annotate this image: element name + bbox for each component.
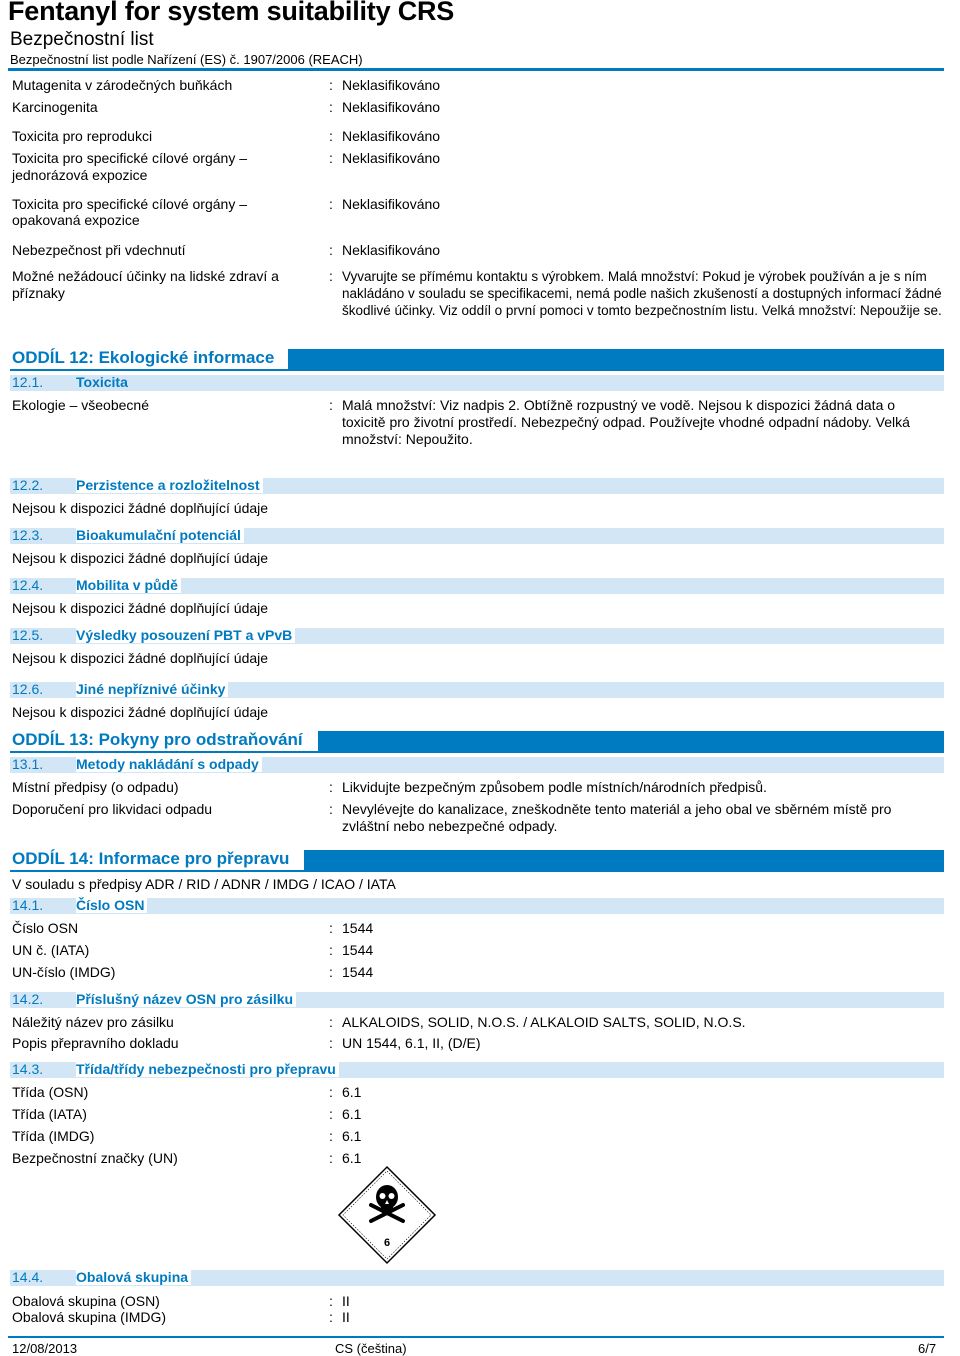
colon: : <box>329 1084 333 1100</box>
pictogram-class-number: 6 <box>383 1237 391 1249</box>
regulation-note: Bezpečnostní list podle Nařízení (ES) č. 1907/2006 (REACH) <box>10 52 363 67</box>
subsection-14-4 <box>10 1270 944 1286</box>
subsection-title: Bioakumulační potenciál <box>76 527 244 543</box>
subsection-title: Perzistence a rozložitelnost <box>76 477 263 493</box>
obalova-skupina-imdg-label: Obalová skupina (IMDG) <box>12 1309 167 1325</box>
nazev-zasilky-label: Náležitý název pro zásilku <box>12 1014 174 1030</box>
section-12-header <box>10 349 944 371</box>
un-iata-value: 1544 <box>342 942 374 958</box>
popis-dokladu-value: UN 1544, 6.1, II, (D/E) <box>342 1035 481 1051</box>
section-13-title: ODDÍL 13: Pokyny pro odstraňování <box>12 730 303 749</box>
cislo-osn-label: Číslo OSN <box>12 920 79 936</box>
karcinogenita-value: Neklasifikováno <box>342 99 441 115</box>
mistni-predpisy-value: Likvidujte bezpečným způsobem podle místních/národních předpisů. <box>342 779 767 795</box>
no-data-text: Nejsou k dispozici žádné doplňující údaje <box>12 650 269 666</box>
subsection-title: Obalová skupina <box>76 1269 191 1285</box>
reprodukce-label: Toxicita pro reprodukci <box>12 128 153 144</box>
section-14-header <box>10 850 944 872</box>
ucinky-value: Vyvarujte se přímému kontaktu s výrobkem. Malá množství: Pokud je výrobek používán a je s ním nakládáno v souladu se specifikacemi, nemá podle našich zkušeností a dostupných informací žádné škodlivé účinky. Viz oddíl o první pomoci v tomto bezpečnostním listu. Velká množství: Nepoužije se. <box>342 269 942 318</box>
footer-language: CS (čeština) <box>335 1341 407 1356</box>
subsection-title: Příslušný název OSN pro zásilku <box>76 991 296 1007</box>
colon: : <box>329 1128 333 1144</box>
stot-re-value: Neklasifikováno <box>342 196 441 212</box>
trida-osn-label: Třída (OSN) <box>12 1084 89 1100</box>
subsection-12-5 <box>10 628 944 644</box>
subsection-title: Toxicita <box>76 374 128 390</box>
colon: : <box>329 268 333 284</box>
colon: : <box>329 1106 333 1122</box>
reprodukce-value: Neklasifikováno <box>342 128 441 144</box>
subsection-number: 12.4. <box>12 577 44 593</box>
ucinky-label-line1: Možné nežádoucí účinky na lidské zdraví a <box>12 268 279 284</box>
section-12-title: ODDÍL 12: Ekologické informace <box>12 348 275 367</box>
subsection-12-4 <box>10 578 944 594</box>
subsection-title: Výsledky posouzení PBT a vPvB <box>76 627 295 643</box>
subsection-number: 13.1. <box>12 756 44 772</box>
no-data-text: Nejsou k dispozici žádné doplňující údaje <box>12 500 269 516</box>
colon: : <box>329 196 333 212</box>
bezpecnostni-znacky-label: Bezpečnostní značky (UN) <box>12 1150 178 1166</box>
subsection-12-2 <box>10 478 944 494</box>
document-title: Fentanyl for system suitability CRS <box>8 0 455 26</box>
trida-imdg-value: 6.1 <box>342 1128 362 1144</box>
doporuceni-value: Nevylévejte do kanalizace, zneškodněte tento materiál a jeho obal ve sběrném místě pro zvláštní nebo nebezpečné odpady. <box>342 801 892 834</box>
subsection-number: 12.6. <box>12 681 44 697</box>
subsection-title: Číslo OSN <box>76 897 147 913</box>
section-13-header <box>10 731 944 753</box>
section-bar <box>304 850 944 870</box>
no-data-text: Nejsou k dispozici žádné doplňující údaje <box>12 550 269 566</box>
trida-iata-value: 6.1 <box>342 1106 362 1122</box>
nazev-zasilky-value: ALKALOIDS, SOLID, N.O.S. / ALKALOID SALTS, SOLID, N.O.S. <box>342 1014 746 1030</box>
colon: : <box>329 779 333 795</box>
section-bar <box>288 349 944 369</box>
colon: : <box>329 397 333 413</box>
subsection-title: Třída/třídy nebezpečnosti pro přepravu <box>76 1061 339 1077</box>
colon: : <box>329 1293 333 1309</box>
un-iata-label: UN č. (IATA) <box>12 942 90 958</box>
subsection-number: 12.1. <box>12 374 44 390</box>
stot-re-label-line1: Toxicita pro specifické cílové orgány – <box>12 196 247 212</box>
document-subtitle: Bezpečnostní list <box>10 29 154 50</box>
mutagenita-label: Mutagenita v zárodečných buňkách <box>12 77 233 93</box>
cislo-osn-value: 1544 <box>342 920 374 936</box>
ekologie-value: Malá množství: Viz nadpis 2. Obtížně rozpustný ve vodě. Nejsou k dispozici žádná data o toxicitě pro životní prostředí. Nebezpečný odpad. Používejte vhodné odpadní nádoby. Velká množství: Nepoužito. <box>342 397 910 447</box>
subsection-number: 14.2. <box>12 991 44 1007</box>
no-data-text: Nejsou k dispozici žádné doplňující údaje <box>12 704 269 720</box>
stot-se-value: Neklasifikováno <box>342 150 441 166</box>
vdechnuti-label: Nebezpečnost při vdechnutí <box>12 242 186 258</box>
doporuceni-label: Doporučení pro likvidaci odpadu <box>12 801 213 817</box>
ekologie-label: Ekologie – všeobecné <box>12 397 149 413</box>
subsection-12-1 <box>10 375 944 391</box>
obalova-skupina-imdg-value: II <box>342 1309 350 1325</box>
toxic-hazard-pictogram <box>337 1165 437 1265</box>
obalova-skupina-osn-value: II <box>342 1293 350 1309</box>
un-imdg-value: 1544 <box>342 964 374 980</box>
header-divider <box>8 68 944 71</box>
section-bar <box>318 731 944 751</box>
colon: : <box>329 1035 333 1051</box>
subsection-12-3 <box>10 528 944 544</box>
colon: : <box>329 1150 333 1166</box>
vdechnuti-value: Neklasifikováno <box>342 242 441 258</box>
colon: : <box>329 99 333 115</box>
colon: : <box>329 128 333 144</box>
colon: : <box>329 801 333 817</box>
colon: : <box>329 920 333 936</box>
mutagenita-value: Neklasifikováno <box>342 77 441 93</box>
subsection-title: Mobilita v půdě <box>76 577 181 593</box>
subsection-title: Metody nakládání s odpady <box>76 756 262 772</box>
colon: : <box>329 942 333 958</box>
obalova-skupina-osn-label: Obalová skupina (OSN) <box>12 1293 160 1309</box>
trida-osn-value: 6.1 <box>342 1084 362 1100</box>
subsection-number: 14.4. <box>12 1269 44 1285</box>
karcinogenita-label: Karcinogenita <box>12 99 98 115</box>
subsection-title: Jiné nepříznivé účinky <box>76 681 228 697</box>
transport-intro: V souladu s předpisy ADR / RID / ADNR / IMDG / ICAO / IATA <box>12 876 396 892</box>
trida-imdg-label: Třída (IMDG) <box>12 1128 95 1144</box>
footer-divider <box>8 1336 944 1338</box>
colon: : <box>329 150 333 166</box>
stot-se-label-line2: jednorázová expozice <box>12 167 148 183</box>
popis-dokladu-label: Popis přepravního dokladu <box>12 1035 179 1051</box>
subsection-14-2 <box>10 992 944 1008</box>
colon: : <box>329 77 333 93</box>
no-data-text: Nejsou k dispozici žádné doplňující údaje <box>12 600 269 616</box>
colon: : <box>329 242 333 258</box>
footer-date: 12/08/2013 <box>12 1341 78 1356</box>
mistni-predpisy-label: Místní předpisy (o odpadu) <box>12 779 179 795</box>
subsection-14-1 <box>10 898 944 914</box>
stot-re-label-line2: opakovaná expozice <box>12 212 140 228</box>
colon: : <box>329 964 333 980</box>
ucinky-label-line2: příznaky <box>12 285 65 301</box>
footer-page: 6/7 <box>918 1341 937 1356</box>
un-imdg-label: UN-číslo (IMDG) <box>12 964 116 980</box>
subsection-number: 12.3. <box>12 527 44 543</box>
subsection-number: 12.2. <box>12 477 44 493</box>
trida-iata-label: Třída (IATA) <box>12 1106 87 1122</box>
subsection-number: 12.5. <box>12 627 44 643</box>
colon: : <box>329 1309 333 1325</box>
section-14-title: ODDÍL 14: Informace pro přepravu <box>12 849 290 868</box>
subsection-13-1 <box>10 757 944 773</box>
subsection-number: 14.3. <box>12 1061 44 1077</box>
bezpecnostni-znacky-value: 6.1 <box>342 1150 362 1166</box>
colon: : <box>329 1014 333 1030</box>
stot-se-label-line1: Toxicita pro specifické cílové orgány – <box>12 150 247 166</box>
subsection-12-6 <box>10 682 944 698</box>
subsection-14-3 <box>10 1062 944 1078</box>
subsection-number: 14.1. <box>12 897 44 913</box>
